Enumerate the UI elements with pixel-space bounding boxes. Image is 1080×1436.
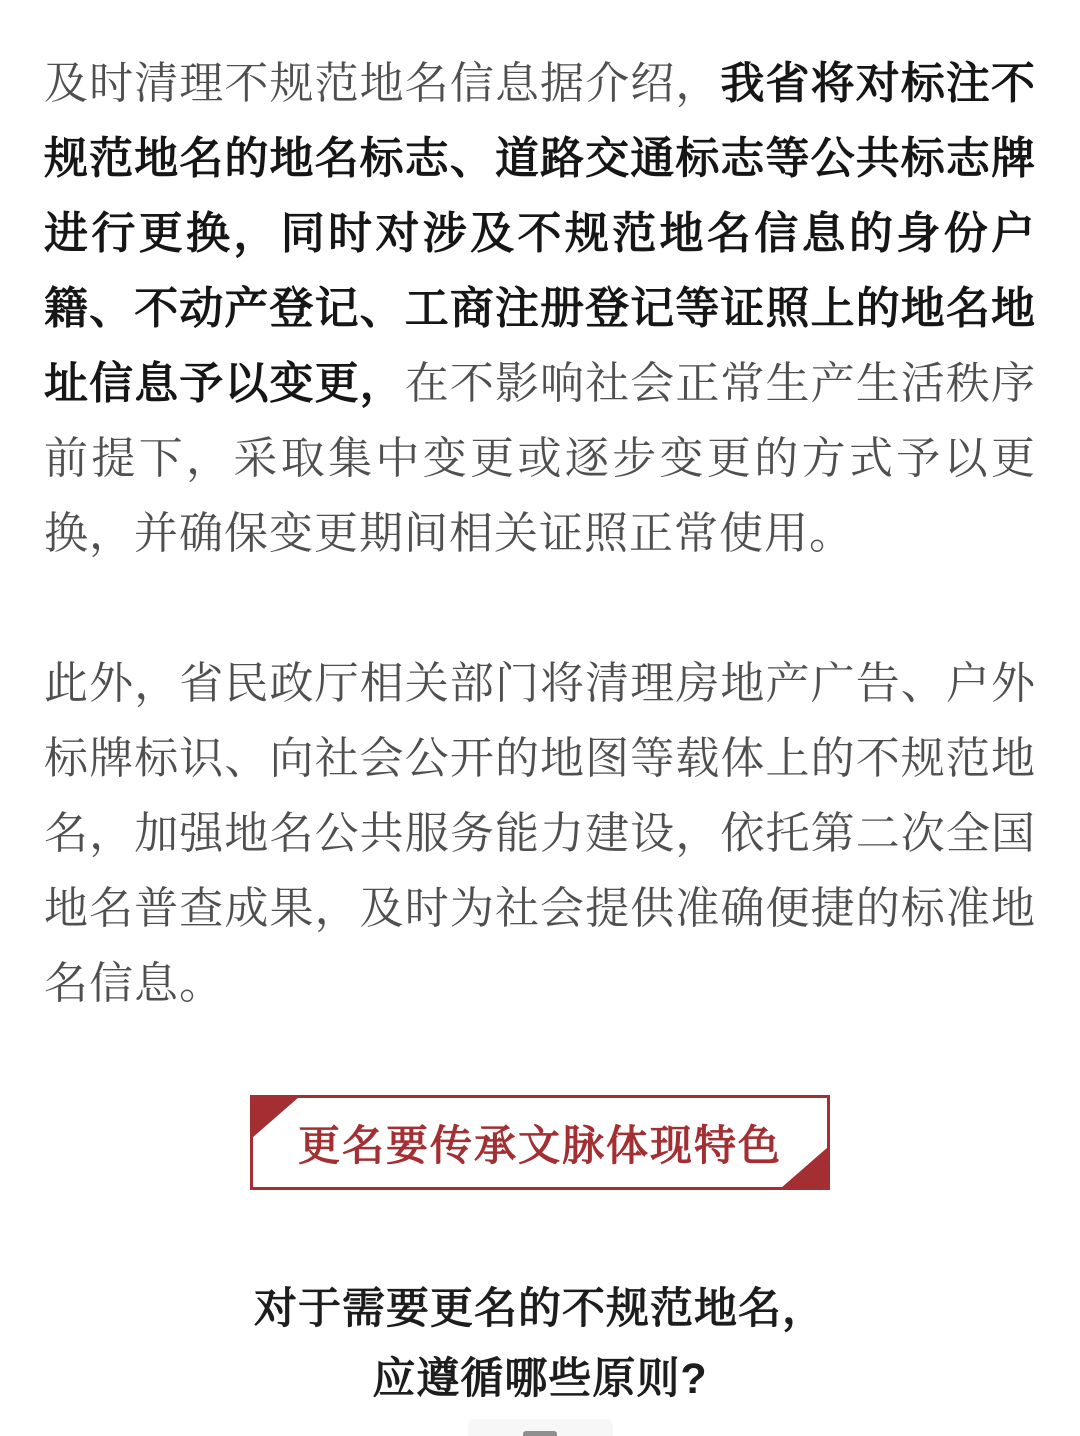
section-banner-title: 更名要传承文脉体现特色 — [297, 1121, 782, 1169]
question-heading-line2: 应遵循哪些原则? — [372, 1355, 708, 1403]
question-heading-line1: 对于需要更名的不规范地名， — [254, 1285, 826, 1333]
paragraph-clean-up-info — [44, 46, 1036, 571]
paragraph1-bold-text: 我省将对标注不规范地名的地名标志、道路交通标志等公共标志牌进行更换，同时对涉及不规范地名信息的身份户籍、不动产登记、工商注册登记等证照上的地名地址信息予以变更， — [44, 59, 1037, 408]
paragraph1-tail-text: 在不影响社会正常生产生活秩序前提下，采取集中变更或逐步变更的方式予以更换，并确保变更期间相关证照正常使用。 — [44, 359, 1037, 558]
banner-corner-top-left-decoration — [252, 1097, 299, 1138]
next-image-peek — [468, 1419, 613, 1436]
article-body — [0, 46, 1080, 1436]
banner-corner-bottom-right-decoration — [781, 1147, 828, 1188]
peek-mark-decoration — [523, 1431, 557, 1436]
section-banner — [250, 1095, 830, 1190]
paragraph-additional-measures: 此外，省民政厅相关部门将清理房地产广告、户外标牌标识、向社会公开的地图等载体上的不规范地名，加强地名公共服务能力建设，依托第二次全国地名普查成果，及时为社会提供准确便捷的标准地名信息。 — [44, 659, 1036, 1008]
question-heading — [44, 1274, 1036, 1414]
article-page — [0, 46, 1080, 1407]
paragraph1-lead-text: 及时清理不规范地名信息据介绍， — [44, 59, 721, 108]
